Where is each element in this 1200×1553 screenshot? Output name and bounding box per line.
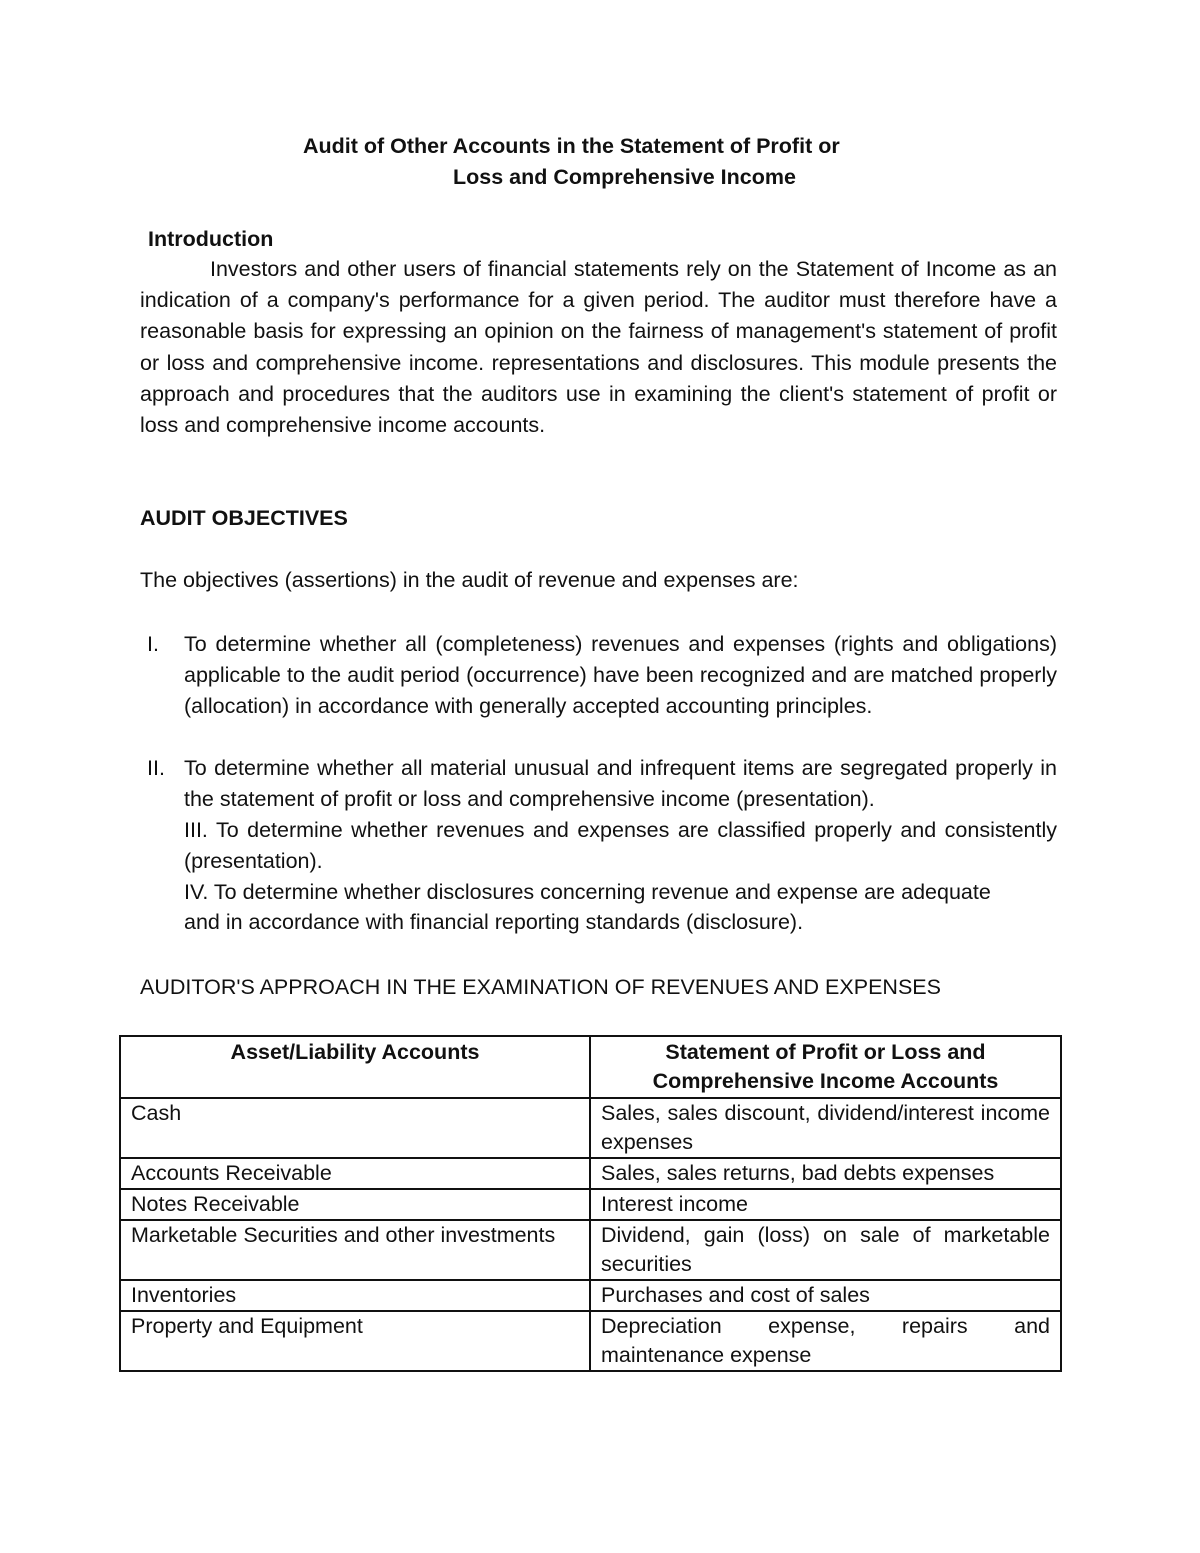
- profit-loss-cell: Sales, sales discount, dividend/interest income expenses: [590, 1098, 1061, 1158]
- asset-liability-cell: Cash: [120, 1098, 590, 1158]
- table-row: [120, 1098, 1061, 1158]
- objective-item: To determine whether all material unusual and infrequent items are segregated properly in the statement of profit or loss and comprehensive income (presentation).: [184, 756, 1057, 812]
- asset-liability-cell: Notes Receivable: [120, 1189, 590, 1220]
- objective-item: To determine whether all (completeness) revenues and expenses (rights and obligations) applicable to the audit period (occurrence) have been recognized and are matched properly (allocation) in accordance with generally accepted accounting principles.: [184, 632, 1057, 719]
- table-header-row: [120, 1036, 1061, 1098]
- auditors-approach-heading: AUDITOR'S APPROACH IN THE EXAMINATION OF REVENUES AND EXPENSES: [140, 975, 941, 999]
- profit-loss-cell: Dividend, gain (loss) on sale of marketable securities: [590, 1220, 1061, 1280]
- audit-objectives-heading: AUDIT OBJECTIVES: [140, 506, 348, 530]
- profit-loss-cell: Depreciation expense, repairs and maintenance expense: [590, 1311, 1061, 1371]
- objective-number: II.: [147, 756, 165, 780]
- profit-loss-cell: Purchases and cost of sales: [590, 1280, 1061, 1311]
- objectives-lead-sentence: The objectives (assertions) in the audit of revenue and expenses are:: [140, 568, 799, 592]
- objective-number: I.: [147, 632, 159, 656]
- accounts-table: [119, 1035, 1062, 1372]
- objective-item: III. To determine whether revenues and expenses are classified properly and consistently (presentation).: [184, 818, 1057, 874]
- introduction-paragraph: Investors and other users of financial statements rely on the Statement of Income as an indication of a company's performance for a given period. The auditor must therefore have a reasonable basis for expressing an opinion on the fairness of management's statement of profit or loss and comprehensive income. representations and disclosures. This module presents the approach and procedures that the auditors use in examining the client's statement of profit or loss and comprehensive income accounts.: [140, 257, 1057, 438]
- profit-loss-cell: Interest income: [590, 1189, 1061, 1220]
- asset-liability-cell: Marketable Securities and other investments: [120, 1220, 590, 1280]
- table-row: [120, 1158, 1061, 1189]
- document-title-line-2: Loss and Comprehensive Income: [453, 165, 796, 189]
- profit-loss-cell: Sales, sales returns, bad debts expenses: [590, 1158, 1061, 1189]
- introduction-heading: Introduction: [148, 227, 274, 251]
- asset-liability-cell: Inventories: [120, 1280, 590, 1311]
- table-row: [120, 1189, 1061, 1220]
- table-row: [120, 1280, 1061, 1311]
- column-header-asset-liability: Asset/Liability Accounts: [120, 1036, 590, 1098]
- table-row: [120, 1311, 1061, 1371]
- table-row: [120, 1220, 1061, 1280]
- asset-liability-cell: Property and Equipment: [120, 1311, 590, 1371]
- objective-item: IV. To determine whether disclosures concerning revenue and expense are adequate and in accordance with financial reporting standards (disclosure).: [184, 880, 991, 934]
- asset-liability-cell: Accounts Receivable: [120, 1158, 590, 1189]
- document-title-line-1: Audit of Other Accounts in the Statement of Profit or: [303, 134, 840, 158]
- column-header-profit-loss: Statement of Profit or Loss and Comprehensive Income Accounts: [590, 1036, 1061, 1098]
